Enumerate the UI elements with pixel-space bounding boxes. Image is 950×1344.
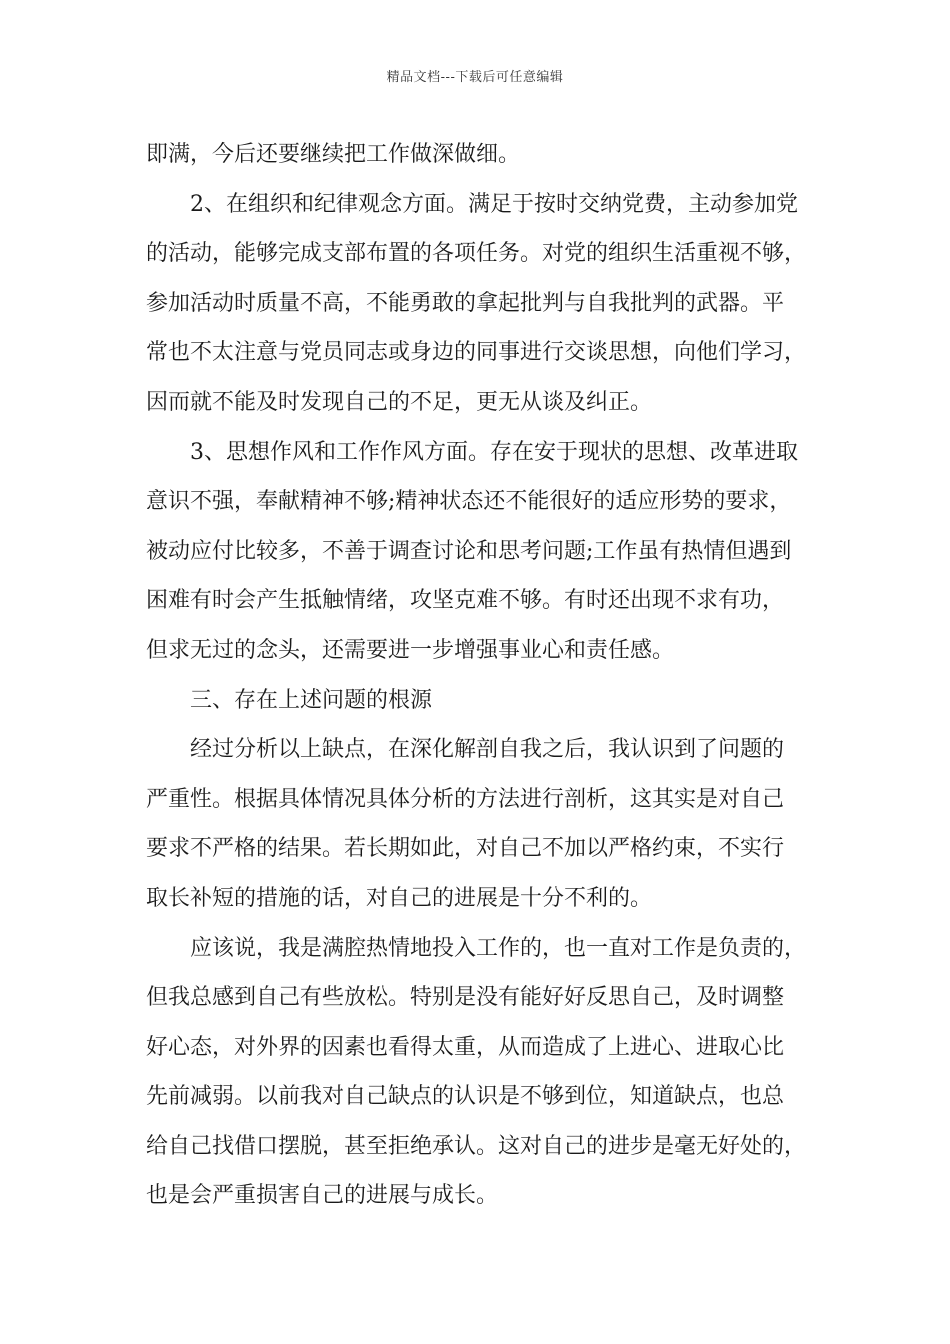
text-line: 参加活动时质量不高，不能勇敢的拿起批判与自我批判的武器。平 <box>146 290 785 316</box>
section-heading: 三、存在上述问题的根源 <box>190 687 433 713</box>
document-body <box>146 130 806 1221</box>
text-line: 也是会严重损害自己的进展与成长。 <box>146 1183 499 1209</box>
text-line: 取长补短的措施的话，对自己的进展是十分不利的。 <box>146 885 653 911</box>
text-line: 先前减弱。以前我对自己缺点的认识是不够到位，知道缺点，也总 <box>146 1084 785 1110</box>
text-line: 但求无过的念头，还需要进一步增强事业心和责任感。 <box>146 637 675 663</box>
text-line: 要求不严格的结果。若长期如此，对自己不加以严格约束，不实行 <box>146 836 785 862</box>
text-line: 给自己找借口摆脱，甚至拒绝承认。这对自己的进步是毫无好处的， <box>146 1133 806 1159</box>
page-header: 精品文档---下载后可任意编辑 <box>386 70 564 85</box>
text-line: 被动应付比较多，不善于调查讨论和思考问题;工作虽有热情但遇到 <box>146 538 792 564</box>
text-line: 经过分析以上缺点，在深化解剖自我之后，我认识到了问题的 <box>190 737 785 763</box>
text-line: 严重性。根据具体情况具体分析的方法进行剖析，这其实是对自己 <box>146 786 785 812</box>
text-line: 2、在组织和纪律观念方面。满足于按时交纳党费，主动参加党 <box>190 191 798 217</box>
text-line: 常也不太注意与党员同志或身边的同事进行交谈思想，向他们学习， <box>146 340 806 366</box>
text-line: 的活动，能够完成支部布置的各项任务。对党的组织生活重视不够， <box>146 241 806 267</box>
text-line: 但我总感到自己有些放松。特别是没有能好好反思自己，及时调整 <box>146 985 785 1011</box>
text-line: 因而就不能及时发现自己的不足，更无从谈及纠正。 <box>146 389 653 415</box>
text-line: 意识不强，奉献精神不够;精神状态还不能很好的适应形势的要求， <box>146 489 792 515</box>
text-line: 好心态，对外界的因素也看得太重，从而造成了上进心、进取心比 <box>146 1034 785 1060</box>
text-line: 困难有时会产生抵触情绪，攻坚克难不够。有时还出现不求有功， <box>146 588 785 614</box>
text-line: 应该说，我是满腔热情地投入工作的，也一直对工作是负责的， <box>190 935 806 961</box>
text-line: 3、思想作风和工作作风方面。存在安于现状的思想、改革进取 <box>190 439 798 465</box>
text-line: 即满，今后还要继续把工作做深做细。 <box>146 142 521 167</box>
